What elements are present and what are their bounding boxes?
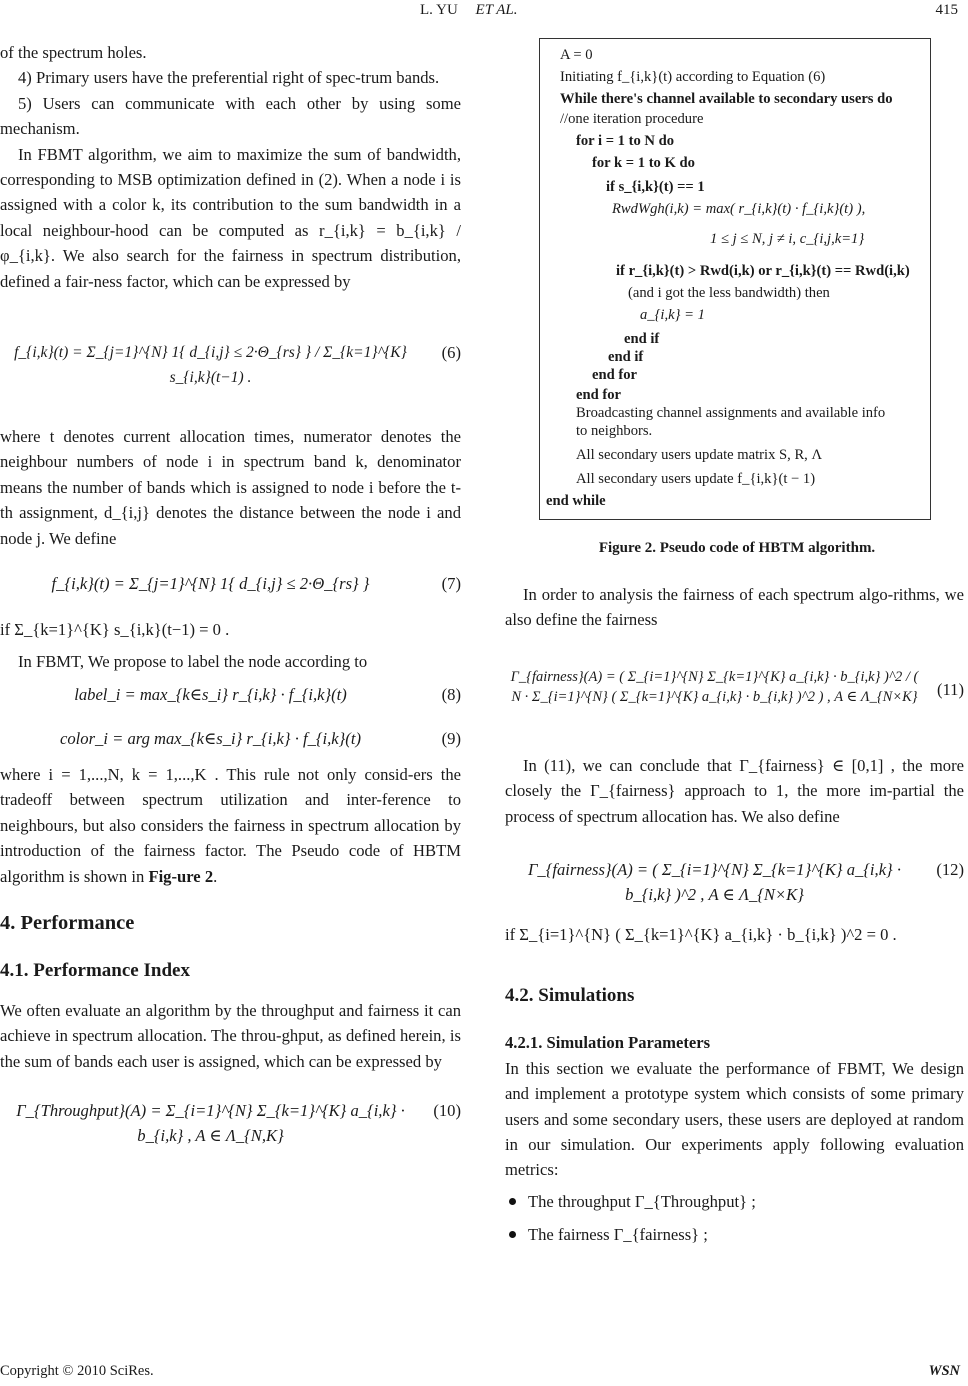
eq11-formula: Γ_{fairness}(A) = ( Σ_{i=1}^{N} Σ_{k=1}^{K} a_{i,k} · b_{i,k} )^2 / ( N · Σ_{i=1}^{N} ( Σ_{k=1}^{K} a_{i,k} · b_{i,k} )^2 ) , A ∈ Λ_{N×K} xyxy=(510,668,919,705)
eq7-number: (7) xyxy=(441,574,461,594)
figure-2-pseudocode xyxy=(539,38,931,520)
eq9-formula: color_i = arg max_{k∈s_i} r_{i,k} · f_{i,k}(t) xyxy=(60,728,361,748)
left-p8: We often evaluate an algorithm by the throughput and fairness it can achieve in spectrum allocation. The throu-ghput, as defined herein, is the sum of bands each user is assigned, which can be expressed by xyxy=(0,1000,461,1071)
equation-9 xyxy=(0,718,461,762)
running-header xyxy=(420,2,518,19)
code-line-10: if r_{i,k}(t) > Rwd(i,k) or r_{i,k}(t) == Rwd(i,k) xyxy=(616,263,910,279)
code-line-12: a_{i,k} = 1 xyxy=(640,307,705,323)
right-p3: if Σ_{i=1}^{N} ( Σ_{k=1}^{K} a_{i,k} · b_{i,k} )^2 = 0 . xyxy=(505,925,897,945)
header-authors: L. YU xyxy=(420,2,458,18)
code-line-18: to neighbors. xyxy=(576,423,653,439)
eq10-number: (10) xyxy=(433,1100,461,1120)
left-p2: 5) Users can communicate with each other by using some mechanism. xyxy=(0,93,461,139)
figure-2-ref[interactable]: Fig-ure 2 xyxy=(148,866,214,886)
bullet-fairness-text: The fairness Γ_{fairness} ; xyxy=(528,1225,708,1245)
code-line-13: end if xyxy=(624,331,660,347)
code-line-4: //one iteration procedure xyxy=(560,111,704,127)
section-4-2-heading: 4.2. Simulations xyxy=(505,985,635,1007)
bullet-throughput xyxy=(505,1189,964,1214)
code-line-3: While there's channel available to secondary users do xyxy=(560,91,893,107)
left-p6: In FBMT, We propose to label the node according to xyxy=(18,651,368,671)
code-line-9: 1 ≤ j ≤ N, j ≠ i, c_{i,j,k=1} xyxy=(710,231,865,247)
bullet-dot-icon xyxy=(509,1231,516,1238)
left-p5: if Σ_{k=1}^{K} s_{i,k}(t−1) = 0 . xyxy=(0,620,230,640)
footer-journal: WSN xyxy=(928,1363,960,1379)
code-line-1: A = 0 xyxy=(560,47,593,63)
code-line-11: (and i got the less bandwidth) then xyxy=(628,285,830,301)
figure-2-caption: Figure 2. Pseudo code of HBTM algorithm. xyxy=(598,540,876,556)
eq12-number: (12) xyxy=(936,860,964,880)
code-line-21: end while xyxy=(546,493,606,509)
code-line-8: RwdWgh(i,k) = max( r_{i,k}(t) · f_{i,k}(t) ), xyxy=(612,201,866,217)
eq10-formula: Γ_{Throughput}(A) = Σ_{i=1}^{N} Σ_{k=1}^{K} a_{i,k} · b_{i,k} , A ∈ Λ_{N,K} xyxy=(16,1100,405,1146)
section-4-2-1-heading: 4.2.1. Simulation Parameters xyxy=(505,1033,711,1053)
page-number: 415 xyxy=(935,2,958,18)
code-line-19: All secondary users update matrix S, R, Λ xyxy=(576,447,823,463)
bullet-throughput-text: The throughput Γ_{Throughput} ; xyxy=(528,1191,756,1211)
eq9-number: (9) xyxy=(441,728,461,748)
equation-11 xyxy=(505,643,964,753)
code-line-7: if s_{i,k}(t) == 1 xyxy=(606,179,705,195)
eq6-formula: f_{i,k}(t) = Σ_{j=1}^{N} 1{ d_{i,j} ≤ 2·Θ_{rs} } / Σ_{k=1}^{K} s_{i,k}(t−1) . xyxy=(14,344,407,387)
section-4-heading: 4. Performance xyxy=(0,911,135,934)
right-p4: In this section we evaluate the performance of FBMT, We design and implement a prototype system which consists of some primary users and some secondary users, these users are deployed at random in our simulation. Our experiments apply following evaluation metrics: xyxy=(505,1058,964,1180)
eq6-number: (6) xyxy=(441,343,461,363)
code-line-16: end for xyxy=(576,387,621,403)
left-p7: where i = 1,...,N, k = 1,...,K . This rule not only consid-ers the tradeoff between spectrum utilization and inter-ference to neighbours, but also considers the fairness in spectrum allocation by introduction of the fairness factor. The Pseudo code of HBTM algorithm is shown in Fig-ure 2. xyxy=(0,764,461,886)
eq7-formula: f_{i,k}(t) = Σ_{j=1}^{N} 1{ d_{i,j} ≤ 2·Θ_{rs} } xyxy=(51,574,370,594)
section-4-1-heading: 4.1. Performance Index xyxy=(0,960,190,982)
equation-7 xyxy=(0,557,461,613)
right-p1: In order to analysis the fairness of each spectrum algo-rithms, we also define the fairness xyxy=(505,585,964,630)
left-p4: where t denotes current allocation times, numerator denotes the neighbour numbers of node i in spectrum band k, denominator means the number of bands which is assigned to node i before the t-th assignment, d_{i,j} denotes the distance between the node i and node j. We define xyxy=(0,427,461,548)
code-line-5: for i = 1 to N do xyxy=(576,133,675,149)
equation-8 xyxy=(0,674,461,718)
code-line-14: end if xyxy=(608,349,644,365)
equation-12 xyxy=(505,837,964,907)
bullet-dot-icon xyxy=(509,1198,516,1205)
equation-6 xyxy=(0,302,461,424)
left-p1: 4) Primary users have the preferential right of spec-trum bands. xyxy=(18,68,440,88)
eq11-number: (11) xyxy=(936,679,964,699)
left-p7-text: where i = 1,...,N, k = 1,...,K . This rule not only consid-ers the tradeoff between spectrum utilization and inter-ference to neighbours, but also considers the fairness in spectrum allocation by introduction of the fairness factor. The Pseudo code of HBTM algorithm is shown in xyxy=(0,764,461,886)
code-line-20: All secondary users update f_{i,k}(t − 1) xyxy=(576,471,816,487)
equation-10 xyxy=(0,1084,461,1144)
code-line-17: Broadcasting channel assignments and available info xyxy=(576,405,886,421)
eq12-formula: Γ_{fairness}(A) = ( Σ_{i=1}^{N} Σ_{k=1}^{K} a_{i,k} · b_{i,k} )^2 , A ∈ Λ_{N×K} xyxy=(527,860,901,905)
eq8-number: (8) xyxy=(441,684,461,704)
left-column xyxy=(0,40,461,1144)
eq8-formula: label_i = max_{k∈s_i} r_{i,k} · f_{i,k}(t) xyxy=(74,684,347,704)
footer-copyright: Copyright © 2010 SciRes. xyxy=(0,1363,154,1379)
bullet-fairness xyxy=(505,1222,964,1247)
left-p0: of the spectrum holes. xyxy=(0,43,147,62)
header-etal: ET AL. xyxy=(475,2,518,18)
code-line-6: for k = 1 to K do xyxy=(592,155,695,171)
code-line-15: end for xyxy=(592,367,637,383)
left-p3: In FBMT algorithm, we aim to maximize the sum of bandwidth, corresponding to MSB optimization defined in (2). When a node i is assigned with a color k, its contribution to the sum bandwidth in a local neighbour-hood can be computed as r_{i,k} = b_{i,k} / φ_{i,k}. We also search for the fairness in spectrum distribution, defined a fair-ness factor, which can be expressed by xyxy=(0,144,461,291)
code-line-2: Initiating f_{i,k}(t) according to Equation (6) xyxy=(560,69,826,85)
right-column xyxy=(505,582,964,1248)
right-p2: In (11), we can conclude that Γ_{fairness} ∈ [0,1] , the more closely the Γ_{fairness} approach to 1, the more im-partial the process of spectrum allocation has. We also define xyxy=(505,755,964,826)
